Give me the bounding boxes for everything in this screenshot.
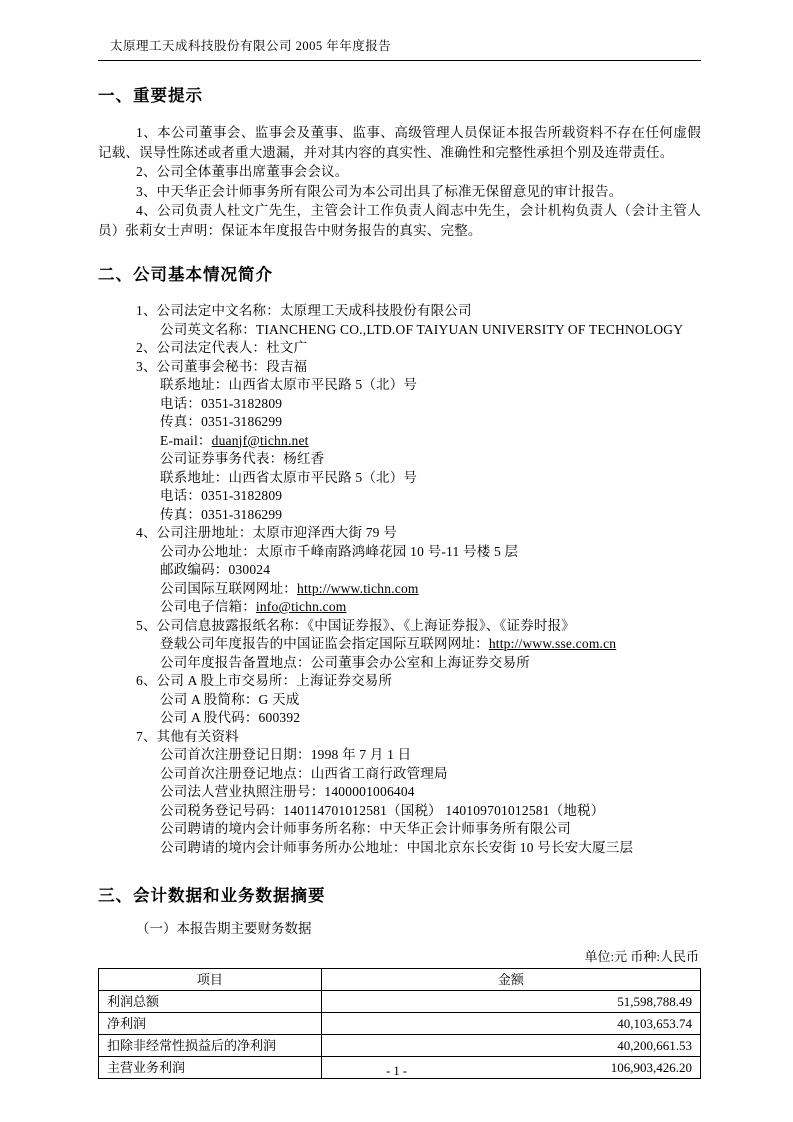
info-line (98, 598, 701, 617)
info-line: 公司首次注册登记日期：1998 年 7 月 1 日 (160, 747, 412, 762)
page-header (98, 38, 701, 61)
info-line: 联系地址：山西省太原市平民路 5（北）号 (160, 377, 418, 392)
info-line: 5、公司信息披露报纸名称：《中国证券报》、《上海证券报》、《证券时报》 (136, 617, 575, 633)
section-1-body (98, 123, 701, 240)
info-line: 联系地址：山西省太原市平民路 5（北）号 (160, 469, 418, 485)
notice-paragraph: 1、本公司董事会、监事会及董事、监事、高级管理人员保证本报告所载资料不存在任何虚假记载、误导性陈述或者重大遗漏，并对其内容的真实性、准确性和完整性承担个别及连带责任。 (98, 125, 701, 160)
info-line: 6、公司 A 股上市交易所：上海证券交易所 (136, 673, 393, 688)
info-line: 4、公司注册地址：太原市迎泽西大街 79 号 (136, 525, 397, 540)
table-row (99, 1013, 701, 1035)
table-cell-amount: 106,903,426.20 (321, 1057, 700, 1079)
hyperlink[interactable]: http://www.tichn.com (297, 580, 419, 596)
info-line: 公司聘请的境内会计师事务所办公地址：中国北京东长安街 10 号长安大厦三层 (160, 839, 634, 855)
notice-paragraph: 2、公司全体董事出席董事会会议。 (136, 164, 349, 179)
table-header-amount: 金额 (321, 969, 700, 991)
page-number: - 1 - (386, 1064, 407, 1078)
info-line: 公司 A 股简称：G 天成 (160, 691, 300, 707)
info-line: 公司聘请的境内会计师事务所名称：中天华正会计师事务所有限公司 (160, 821, 571, 836)
info-line: 传真：0351-3186299 (160, 414, 283, 429)
info-line: 公司税务登记号码：140114701012581（国税） 140109701012581（地税） (160, 802, 605, 818)
info-line: 3、公司董事会秘书：段吉福 (136, 358, 308, 374)
info-line: 公司法人营业执照注册号：1400001006404 (160, 784, 415, 799)
table-cell-amount: 40,200,661.53 (321, 1035, 700, 1057)
info-line-label: 登载公司年度报告的中国证监会指定国际互联网网址： (160, 636, 489, 651)
unit-note: 单位:元 币种:人民币 (584, 949, 699, 964)
section-3-title: 三、会计数据和业务数据摘要 (98, 887, 326, 905)
info-line: 传真：0351-3186299 (160, 506, 283, 522)
hyperlink[interactable]: duanjf@tichn.net (211, 432, 309, 448)
info-line: 公司年度报告备置地点：公司董事会办公室和上海证券交易所 (160, 654, 530, 670)
table-cell-amount: 40,103,653.74 (321, 1013, 700, 1035)
info-line-label: E-mail： (160, 432, 212, 448)
hyperlink[interactable]: http://www.sse.com.cn (488, 636, 617, 651)
info-line (98, 580, 701, 599)
info-line (98, 432, 701, 451)
hyperlink[interactable]: info@tichn.com (255, 599, 347, 614)
info-line: 邮政编码：030024 (160, 562, 271, 577)
info-line-label: 公司电子信箱： (160, 599, 256, 614)
info-line: 公司英文名称：TIANCHENG CO.,LTD.OF TAIYUAN UNIVERSITY OF TECHNOLOGY (160, 321, 684, 337)
notice-paragraph: 3、中天华正会计师事务所有限公司为本公司出具了标准无保留意见的审计报告。 (136, 183, 623, 199)
info-line: 公司首次注册登记地点：山西省工商行政管理局 (160, 765, 448, 781)
section-2-title: 二、公司基本情况简介 (98, 266, 273, 284)
financial-data-table (98, 968, 701, 1079)
table-cell-item: 净利润 (99, 1013, 322, 1035)
subsection-title: （一）本报告期主要财务数据 (136, 921, 312, 936)
table-row (99, 1035, 701, 1057)
info-line: 公司 A 股代码：600392 (160, 710, 301, 725)
info-line-label: 公司国际互联网网址： (160, 580, 297, 596)
info-line: 电话：0351-3182809 (160, 395, 283, 411)
table-cell-item: 利润总额 (99, 991, 322, 1013)
info-line: 公司证券事务代表：杨红香 (160, 451, 325, 466)
table-row (99, 991, 701, 1013)
notice-paragraph: 4、公司负责人杜文广先生，主管会计工作负责人阎志中先生，会计机构负责人（会计主管人员）张莉女士声明：保证本年度报告中财务报告的真实、完整。 (98, 203, 701, 238)
info-line: 公司办公地址：太原市千峰南路鸿峰花园 10 号-11 号楼 5 层 (160, 543, 519, 559)
info-line: 电话：0351-3182809 (160, 488, 283, 503)
table-header-row (99, 969, 701, 991)
info-line: 2、公司法定代表人：杜文广 (136, 340, 308, 355)
table-header-item: 项目 (99, 969, 322, 991)
table-cell-item: 扣除非经常性损益后的净利润 (99, 1035, 322, 1057)
table-cell-amount: 51,598,788.49 (321, 991, 700, 1013)
section-2-body (98, 302, 701, 857)
table-cell-item: 主营业务利润 (99, 1057, 322, 1079)
info-line (98, 635, 701, 654)
report-header-title: 太原理工天成科技股份有限公司 2005 年年度报告 (110, 39, 392, 53)
section-1-title: 一、重要提示 (98, 87, 203, 105)
info-line: 7、其他有关资料 (136, 728, 239, 744)
info-line: 1、公司法定中文名称：太原理工天成科技股份有限公司 (136, 303, 472, 318)
